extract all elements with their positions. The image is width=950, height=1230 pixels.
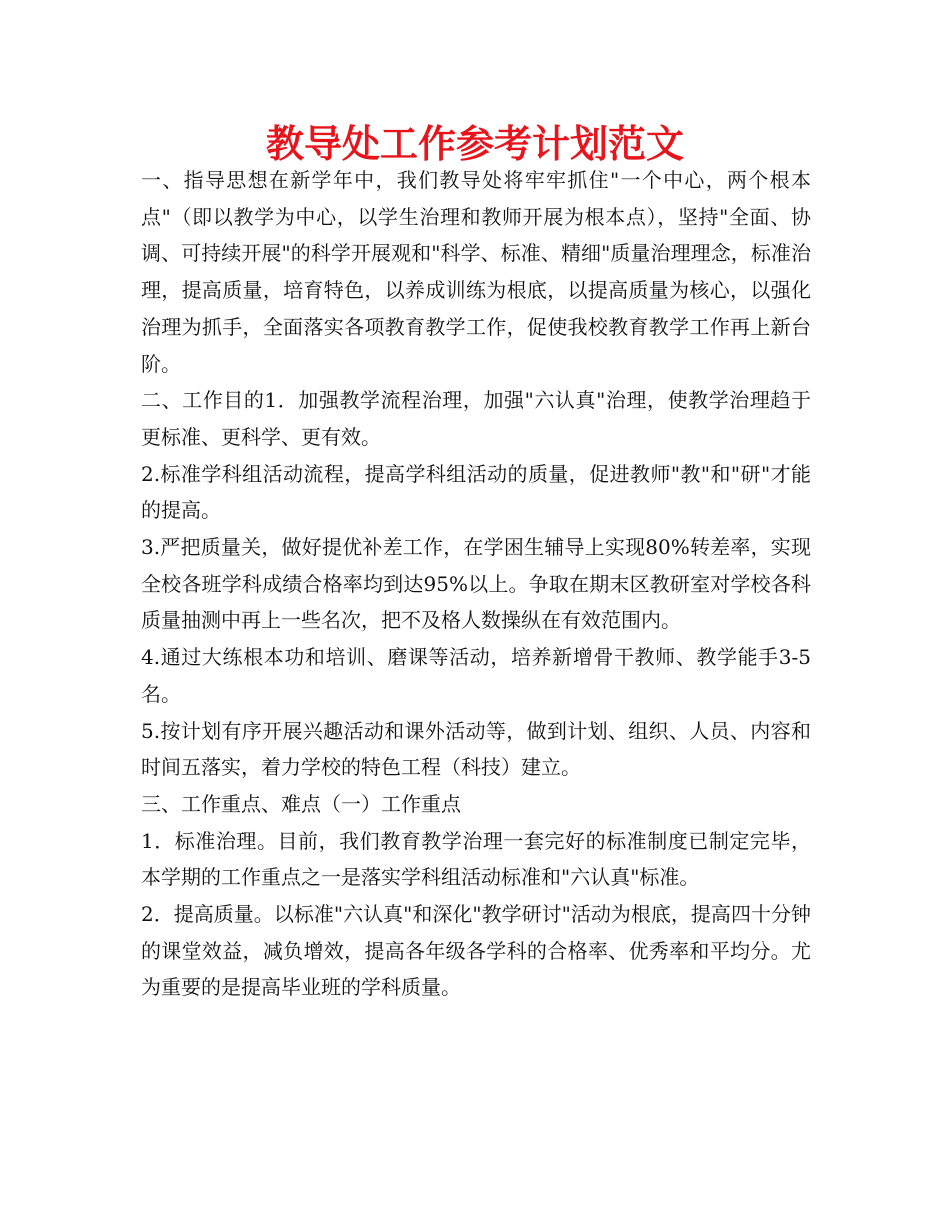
paragraph-key-point-1: 1．标准治理。目前，我们教育教学治理一套完好的标准制度已制定完毕，本学期的工作重点之一是落实学科组活动标准和"六认真"标准。 bbox=[141, 828, 811, 890]
paragraph-guiding-thought: 一、指导思想在新学年中，我们教导处将牢牢抓住"一个中心，两个根本点"（即以教学为中心，以学生治理和教师开展为根本点），坚持"全面、协调、可持续开展"的科学开展观和"科学、标准、精细"质量治理理念，标准治理，提高质量，培育特色，以养成训练为根底，以提高质量为核心，以强化治理为抓手，全面落实各项教育教学工作，促使我校教育教学工作再上新台阶。 bbox=[141, 168, 811, 376]
paragraph-work-goals: 二、工作目的1．加强教学流程治理，加强"六认真"治理，使教学治理趋于更标准、更科学、更有效。 bbox=[141, 388, 811, 449]
document-body bbox=[141, 162, 811, 1006]
paragraph-goal-5: 5.按计划有序开展兴趣活动和课外活动等，做到计划、组织、人员、内容和时间五落实，着力学校的特色工程（科技）建立。 bbox=[141, 718, 811, 780]
paragraph-goal-4: 4.通过大练根本功和培训、磨课等活动，培养新增骨干教师、教学能手3-5名。 bbox=[141, 645, 811, 706]
paragraph-goal-2: 2.标准学科组活动流程，提高学科组活动的质量，促进教师"教"和"研"才能的提高。 bbox=[141, 461, 811, 523]
paragraph-key-point-2: 2．提高质量。以标准"六认真"和深化"教学研讨"活动为根底，提高四十分钟的课堂效益，减负增效，提高各年级各学科的合格率、优秀率和平均分。尤为重要的是提高毕业班的学科质量。 bbox=[141, 902, 811, 1000]
section-heading-key-points: 三、工作重点、难点（一）工作重点 bbox=[141, 791, 461, 816]
paragraph-goal-3: 3.严把质量关，做好提优补差工作，在学困生辅导上实现80%转差率，实现全校各班学科成绩合格率均到达95%以上。争取在期末区教研室对学校各科质量抽测中再上一些名次，把不及格人数操纵在有效范围内。 bbox=[141, 535, 811, 633]
document-title: 教导处工作参考计划范文 bbox=[265, 122, 684, 166]
